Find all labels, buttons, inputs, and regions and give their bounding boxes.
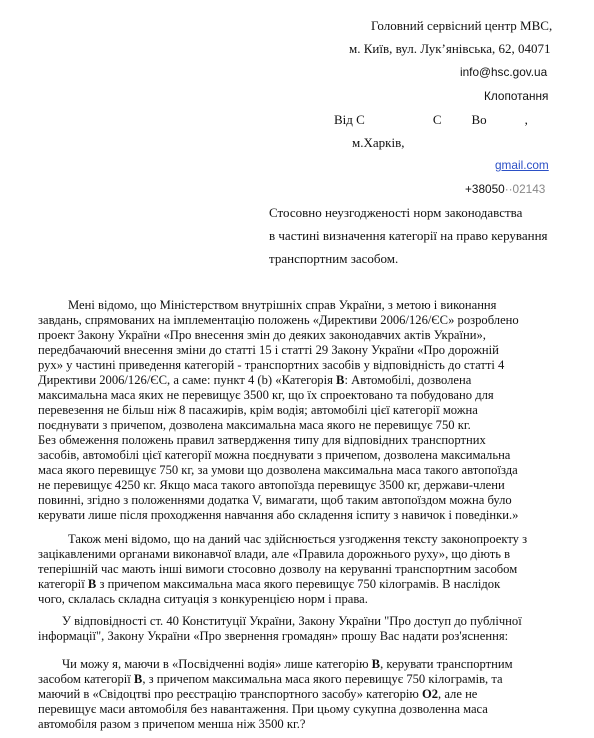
sender-mid: С xyxy=(432,112,442,127)
subject-line-2: в частині визначення категорії на право керування xyxy=(269,228,548,243)
para2-line: Також мені відомо, що на даний час здійснюється узгодження тексту законопроекту з xyxy=(68,532,528,546)
para1-line: завдань, спрямованих на імплементацію положень «Директиви 2006/126/ЄС» розроблено xyxy=(38,313,519,327)
para1-line xyxy=(38,373,471,388)
para1-line: проект Закону України «Про внесення змін до деяких законодавчих актів України», xyxy=(38,328,486,342)
sender-city: м.Харків, xyxy=(352,135,405,150)
para1-line: повинні, згідно з положеннями додатка V, вимагати, щоб таким автопоїздом можна було xyxy=(38,493,512,507)
para4-text: Чи можу я, маючи в «Посвідченні водія» лише категорію xyxy=(62,657,372,671)
para1-line: не перевищує 4250 кг. Якщо маса такого автопоїзда перевищує 3500 кг, держави-члени xyxy=(38,478,505,492)
para4-bold: О2 xyxy=(421,687,439,701)
para1-text: : Автомобілі, дозволена xyxy=(344,373,472,387)
para4-text: засобом категорії xyxy=(38,672,134,686)
recipient-address: м. Київ, вул. Лук’янівська, 62, 04071 xyxy=(349,41,551,56)
para4-line xyxy=(38,687,477,702)
sender-end: Во xyxy=(471,112,487,127)
para1-line: керувати лише після проходження навчання або складення іспиту з навичок і поведінки.» xyxy=(38,508,519,522)
recipient-email[interactable]: info@hsc.gov.ua xyxy=(460,65,548,79)
para1-line: рух» у частині приведення категорій - транспортних засобів у відповідність до статті 4 xyxy=(38,358,505,372)
para1-line: поєднувати з причепом, дозволена максимальна маса якого не перевищує 750 кг. xyxy=(38,418,471,432)
para1-bold: В xyxy=(336,373,345,387)
para2-line: теперішній час мають інші вимоги стосовно дозволу на керуванні транспортним засобом xyxy=(38,562,518,576)
sender-email-link[interactable]: gmail.com xyxy=(495,158,549,172)
document-type: Клопотання xyxy=(484,89,549,103)
para3-line: інформації", Закону України «Про звернення громадян» прошу Вас надати роз'яснення: xyxy=(38,629,509,643)
para4-bold: В xyxy=(371,657,381,671)
para1-line: Мені відомо, що Міністерством внутрішніх справ України, з метою і виконання xyxy=(68,298,497,312)
para1-line: засобів, автомобілі цієї категорії можна поєднувати з причепом, дозволена максимальна xyxy=(38,448,511,462)
para2-text: з причепом максимальна маса якого перевищує 750 кілограмів. В наслідок xyxy=(96,577,501,591)
sender-email[interactable] xyxy=(495,158,549,173)
para3-line: У відповідності ст. 40 Конституції України, Закону України "Про доступ до публічної xyxy=(62,614,522,628)
para1-line: перевезення не більш ніж 8 пасажирів, крім водія; автомобілі цієї категорії можна xyxy=(38,403,478,417)
para4-text: , керувати транспортним xyxy=(380,657,513,671)
sender-line xyxy=(334,112,528,127)
para2-text: категорії xyxy=(38,577,88,591)
sender-prefix: Від С xyxy=(334,112,365,127)
para1-line: передбачаючий внесення зміни до статті 15 і статті 29 Закону України «Про дорожній xyxy=(38,343,499,357)
para2-line: чого, склалась складна ситуація з конкуренцією норм і права. xyxy=(38,592,368,606)
para4-text: , але не xyxy=(438,687,478,701)
para2-line xyxy=(38,577,500,592)
para4-line: перевищує маси автомобіля без навантаження. При цьому сукупна дозволенна маса xyxy=(38,702,488,716)
para1-line: маса якого перевищує 750 кг, за умови що дозволена максимальна маса такого автопоїзда xyxy=(38,463,518,477)
para2-bold: В xyxy=(87,577,97,591)
sender-tail: , xyxy=(524,112,528,127)
subject-line-1: Стосовно неузгодженості норм законодавства xyxy=(269,205,523,220)
phone-prefix: +38050 xyxy=(465,182,505,196)
subject-line-3: транспортним засобом. xyxy=(269,251,399,266)
phone-suffix: ··02143 xyxy=(504,182,546,196)
para4-line: автомобіля разом з причепом менша ніж 3500 кг.? xyxy=(38,717,306,731)
para1-line: максимальна маса яких не перевищує 3500 кг, що їх спроектовано та побудовано для xyxy=(38,388,494,402)
para4-bold: В xyxy=(133,672,143,686)
para4-line xyxy=(38,672,503,687)
para4-line xyxy=(62,657,513,672)
para1-text: Директиви 2006/126/ЄС, а саме: пункт 4 (b) «Категорія xyxy=(38,373,337,387)
para1-line: Без обмеження положень правил затвердження типу для відповідних транспортних xyxy=(38,433,486,447)
recipient-name: Головний сервісний центр МВС, xyxy=(371,18,553,33)
para4-text: , з причепом максимальна маса якого перевищує 750 кілограмів, та xyxy=(142,672,503,686)
para2-line: зацікавленими органами виконавчої влади, але «Правила дорожнього руху», що діють в xyxy=(38,547,511,561)
sender-phone xyxy=(465,182,545,197)
para4-text: маючий в «Свідоцтві про реєстрацію транспортного засобу» категорію xyxy=(38,687,422,701)
